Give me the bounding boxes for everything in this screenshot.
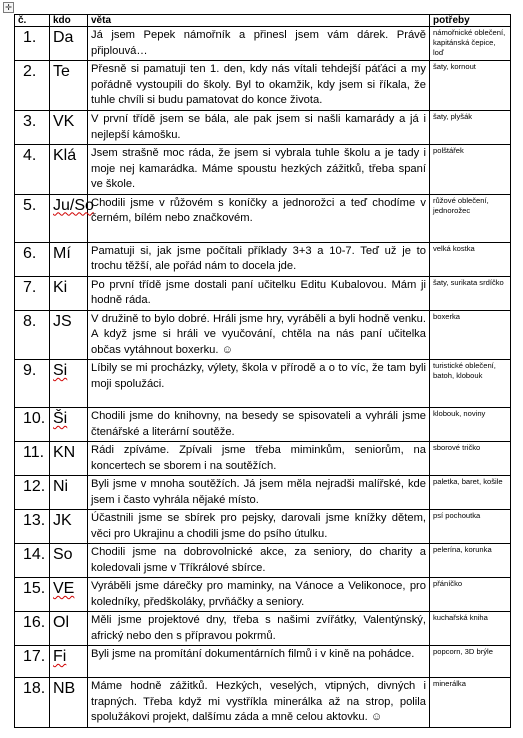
- row-number: 3.: [15, 111, 50, 145]
- row-author: Ol: [50, 612, 88, 646]
- row-needs: velká kostka: [430, 242, 511, 276]
- header-potreby: potřeby: [430, 15, 511, 27]
- row-number: 16.: [15, 612, 50, 646]
- table-row: [15, 442, 511, 476]
- table-row: [15, 510, 511, 544]
- row-author: Si: [50, 360, 88, 408]
- table-row: [15, 111, 511, 145]
- row-needs: polštářek: [430, 145, 511, 195]
- row-author: Ši: [50, 408, 88, 442]
- row-sentence: Líbily se mi procházky, výlety, škola v přírodě a o to víc, že tam byli moji spolužáci.: [88, 360, 430, 408]
- row-needs: sborové tričko: [430, 442, 511, 476]
- row-author: Da: [50, 27, 88, 61]
- row-needs: šaty, plyšák: [430, 111, 511, 145]
- row-sentence: Účastnili jsme se sbírek pro pejsky, darovali jsme knížky dětem, věci pro Ukrajinu a chodili jsme do psího útulku.: [88, 510, 430, 544]
- row-needs: přáníčko: [430, 578, 511, 612]
- row-number: 18.: [15, 678, 50, 728]
- table-row: [15, 145, 511, 195]
- row-author: VE: [50, 578, 88, 612]
- row-needs: kuchařská kniha: [430, 612, 511, 646]
- row-number: 9.: [15, 360, 50, 408]
- row-needs: klobouk, noviny: [430, 408, 511, 442]
- row-author: JS: [50, 310, 88, 360]
- row-sentence: Pamatuji si, jak jsme počítali příklady 3+3 a 10-7. Teď už je to trochu těžší, ale pořád nám to docela jde.: [88, 242, 430, 276]
- table-row: [15, 578, 511, 612]
- row-author: Ki: [50, 276, 88, 310]
- table-row: [15, 360, 511, 408]
- table-row: [15, 678, 511, 728]
- table-row: [15, 61, 511, 111]
- row-number: 17.: [15, 646, 50, 678]
- table-row: [15, 646, 511, 678]
- table-body: [15, 27, 511, 728]
- table-row: [15, 544, 511, 578]
- table-row: [15, 408, 511, 442]
- table-row: [15, 276, 511, 310]
- row-author: So: [50, 544, 88, 578]
- row-sentence: Jsem strašně moc ráda, že jsem si vybrala tuhle školu a je tady i moje nej kamarádka. Máme spoustu hezkých zážitků, třeba spaní ve škole.: [88, 145, 430, 195]
- row-author: JK: [50, 510, 88, 544]
- row-author: Ni: [50, 476, 88, 510]
- sentences-table: [14, 14, 511, 728]
- row-number: 15.: [15, 578, 50, 612]
- table-row: [15, 310, 511, 360]
- row-sentence: Chodili jsme na dobrovolnické akce, za seniory, do charity a koledovali jsme v Tříkrálové sbírce.: [88, 544, 430, 578]
- row-sentence: Byli jsme na promítání dokumentárních filmů i v kině na pohádce.: [88, 646, 430, 678]
- row-needs: růžové oblečení, jednorožec: [430, 194, 511, 242]
- row-author: Mí: [50, 242, 88, 276]
- header-veta: věta: [88, 15, 430, 27]
- row-sentence: Měli jsme projektové dny, třeba s našimi zvířátky, Valentýnský, africký nebo den s přípravou pokrmů.: [88, 612, 430, 646]
- row-number: 8.: [15, 310, 50, 360]
- row-author: Ju/So: [50, 194, 88, 242]
- row-number: 14.: [15, 544, 50, 578]
- table-row: [15, 612, 511, 646]
- row-author: Te: [50, 61, 88, 111]
- row-needs: námořnické oblečení, kapitánská čepice, loď: [430, 27, 511, 61]
- row-author: Fi: [50, 646, 88, 678]
- row-needs: paletka, baret, košile: [430, 476, 511, 510]
- table-move-handle-icon[interactable]: ✛: [3, 2, 14, 13]
- row-needs: popcorn, 3D brýle: [430, 646, 511, 678]
- row-sentence: Chodili jsme v růžovém s koníčky a jednorožci a teď chodíme v černém, bílém nebo značkovém.: [88, 194, 430, 242]
- row-number: 10.: [15, 408, 50, 442]
- row-number: 2.: [15, 61, 50, 111]
- row-needs: šaty, surikata srdíčko: [430, 276, 511, 310]
- row-author: KN: [50, 442, 88, 476]
- row-number: 11.: [15, 442, 50, 476]
- row-sentence: Po první třídě jsme dostali paní učitelku Editu Kubalovou. Mám ji hodně ráda.: [88, 276, 430, 310]
- table-row: [15, 476, 511, 510]
- row-sentence: Vyráběli jsme dárečky pro maminky, na Vánoce a Velikonoce, pro koledníky, předškoláky, prvňáčky a seniory.: [88, 578, 430, 612]
- row-author: Klá: [50, 145, 88, 195]
- row-sentence: Chodili jsme do knihovny, na besedy se spisovateli a vyhráli jsme čtenářské a literární soutěže.: [88, 408, 430, 442]
- row-needs: minerálka: [430, 678, 511, 728]
- row-number: 12.: [15, 476, 50, 510]
- row-sentence: Rádi zpíváme. Zpívali jsme třeba miminkům, seniorům, na koncertech se sborem i na soutěžích.: [88, 442, 430, 476]
- row-sentence: Máme hodně zážitků. Hezkých, veselých, vtipných, divných i trapných. Třeba když mi vystříkla minerálka až na strop, polila spolužákovi projekt, dalšímu záda a mně celou aktovku. ☺: [88, 678, 430, 728]
- row-sentence: Byli jsme v mnoha soutěžích. Já jsem měla nejradši malířské, kde jsem i často vyhrála nějaké místo.: [88, 476, 430, 510]
- header-num: č.: [15, 15, 50, 27]
- row-needs: šaty, kornout: [430, 61, 511, 111]
- table-row: [15, 242, 511, 276]
- table-row: [15, 194, 511, 242]
- row-needs: pelerína, korunka: [430, 544, 511, 578]
- row-needs: turistické oblečení, batoh, klobouk: [430, 360, 511, 408]
- row-author: NB: [50, 678, 88, 728]
- row-needs: psí pochoutka: [430, 510, 511, 544]
- row-sentence: Já jsem Pepek námořník a přinesl jsem vám dárek. Právě připlouvá…: [88, 27, 430, 61]
- row-sentence: Přesně si pamatuji ten 1. den, kdy nás vítali tehdejší páťáci a my pořádně vystoupili do školy. Byl to okamžik, kdy jsem si říkala, že tuhle chvíli si budu pamatovat do konce života.: [88, 61, 430, 111]
- row-sentence: V družině to bylo dobré. Hráli jsme hry, vyráběli a byli hodně venku. A když jsme si hráli ve vyučování, chtěla na nás paní učitelka občas vytáhnout boxerku. ☺: [88, 310, 430, 360]
- row-number: 7.: [15, 276, 50, 310]
- row-sentence: V první třídě jsem se bála, ale pak jsem si našli kamarády a já i nejlepší kámošku.: [88, 111, 430, 145]
- row-number: 1.: [15, 27, 50, 61]
- table-header-row: [15, 15, 511, 27]
- row-number: 4.: [15, 145, 50, 195]
- table-row: [15, 27, 511, 61]
- row-number: 5.: [15, 194, 50, 242]
- row-author: VK: [50, 111, 88, 145]
- row-number: 6.: [15, 242, 50, 276]
- row-needs: boxerka: [430, 310, 511, 360]
- row-number: 13.: [15, 510, 50, 544]
- header-kdo: kdo: [50, 15, 88, 27]
